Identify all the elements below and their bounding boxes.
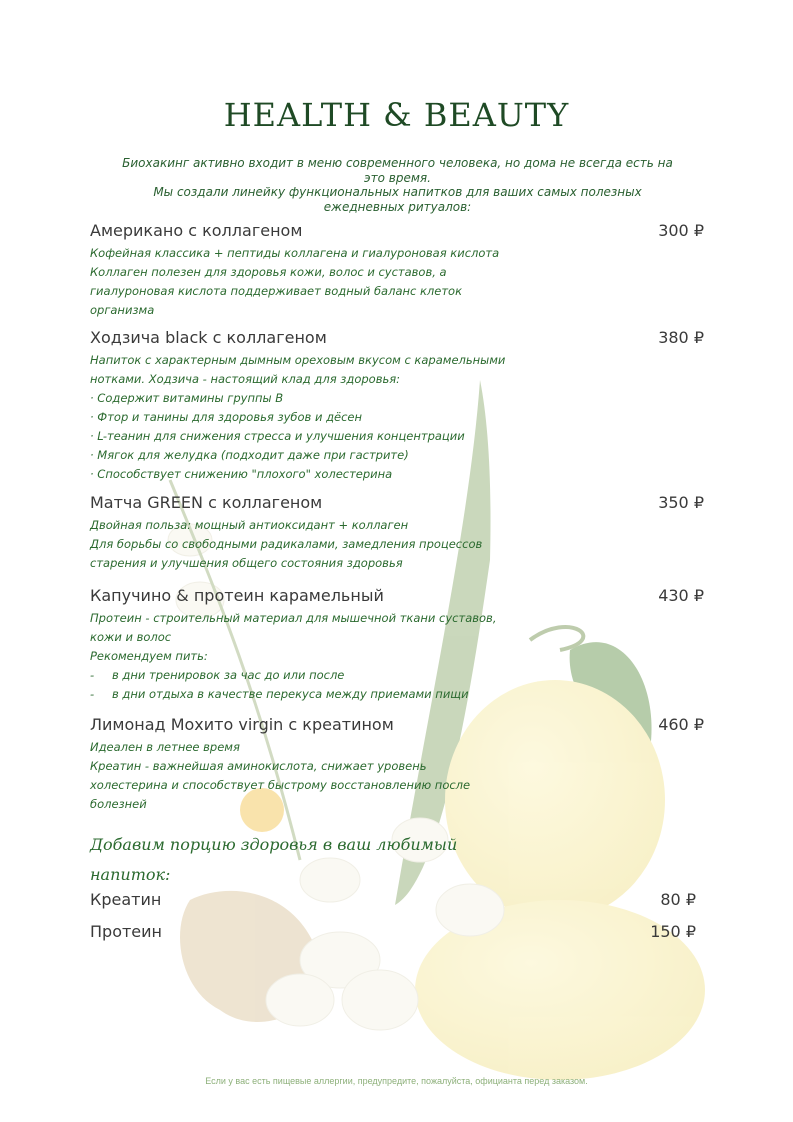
item-name: Лимонад Мохито virgin с креатином (90, 715, 394, 734)
desc-line: · Мягок для желудка (подходит даже при гастрите) (90, 448, 409, 462)
item-name: Капучино & протеин карамельный (90, 586, 384, 605)
addons-heading: Добавим порцию здоровья в ваш любимый напиток: (90, 835, 458, 884)
desc-line: Двойная польза: мощный антиоксидант + коллаген (90, 518, 409, 532)
item-price: 300 ₽ (658, 221, 704, 240)
bullet-dash: - (90, 687, 95, 701)
desc-line: Креатин - важнейшая аминокислота, снижает уровень (90, 759, 427, 773)
desc-line: Для борьбы со свободными радикалами, замедления процессов (90, 537, 483, 551)
item-description (90, 516, 540, 573)
desc-line: старения и улучшения общего состояния здоровья (90, 556, 403, 570)
menu-item (90, 490, 710, 583)
item-price: 350 ₽ (658, 493, 704, 512)
bullet-text: в дни тренировок за час до или после (112, 668, 345, 682)
menu-items (90, 218, 710, 817)
intro-line: Мы создали линейку функциональных напитков для ваших самых полезных (153, 185, 642, 199)
desc-line: Рекомендуем пить: (90, 649, 208, 663)
intro-line: это время. (364, 170, 431, 185)
desc-line: · L-теанин для снижения стресса и улучшения концентрации (90, 429, 465, 443)
desc-line: Кофейная классика + пептиды коллагена и гиалуроновая кислота (90, 246, 500, 260)
bullet-line (90, 685, 540, 704)
desc-line: холестерина и способствует быстрому восстановлению после (90, 778, 471, 792)
desc-line: Протеин - строительный материал для мышечной ткани суставов, (90, 611, 497, 625)
addon-item (90, 890, 700, 909)
item-description (90, 351, 540, 484)
desc-line: · Способствует снижению "плохого" холестерина (90, 467, 393, 481)
desc-line: кожи и волос (90, 630, 172, 644)
addon-price: 80 ₽ (660, 890, 696, 909)
desc-line: Коллаген полезен для здоровья кожи, волос и суставов, а (90, 265, 447, 279)
addon-name: Креатин (90, 890, 162, 909)
desc-line: болезней (90, 797, 147, 811)
addon-price: 150 ₽ (650, 922, 696, 941)
intro-line: ежедневных ритуалов: (323, 199, 472, 214)
bullet-dash: - (90, 668, 95, 682)
menu-item (90, 325, 710, 490)
addon-name: Протеин (90, 922, 162, 941)
desc-line: организма (90, 303, 155, 317)
menu-item (90, 712, 710, 817)
item-description (90, 609, 540, 704)
menu-item (90, 218, 710, 325)
item-name: Ходзича black с коллагеном (90, 328, 327, 347)
item-price: 380 ₽ (658, 328, 704, 347)
addon-item (90, 922, 700, 941)
menu-item (90, 583, 710, 712)
desc-line: Напиток с характерным дымным ореховым вкусом с карамельными (90, 353, 506, 367)
intro-text (95, 156, 700, 214)
item-description (90, 738, 540, 814)
item-price: 430 ₽ (658, 586, 704, 605)
item-name: Матча GREEN с коллагеном (90, 493, 323, 512)
desc-line: нотками. Ходзича - настоящий клад для здоровья: (90, 372, 401, 386)
allergy-notice: Если у вас есть пищевые аллергии, предупредите, пожалуйста, официанта перед заказом. (205, 1076, 588, 1086)
desc-line: гиалуроновая кислота поддерживает водный баланс клеток (90, 284, 463, 298)
desc-line: · Фтор и танины для здоровья зубов и дёсен (90, 410, 363, 424)
bullet-line (90, 666, 540, 685)
intro-line: Биохакинг активно входит в меню современного человека, но дома не всегда есть на (122, 156, 673, 170)
bullet-text: в дни отдыха в качестве перекуса между приемами пищи (112, 687, 469, 701)
item-description (90, 244, 540, 320)
desc-line: Идеален в летнее время (90, 740, 240, 754)
page-title: HEALTH & BEAUTY (223, 96, 570, 134)
item-name: Американо с коллагеном (90, 221, 303, 240)
desc-line: · Содержит витамины группы В (90, 391, 284, 405)
item-price: 460 ₽ (658, 715, 704, 734)
